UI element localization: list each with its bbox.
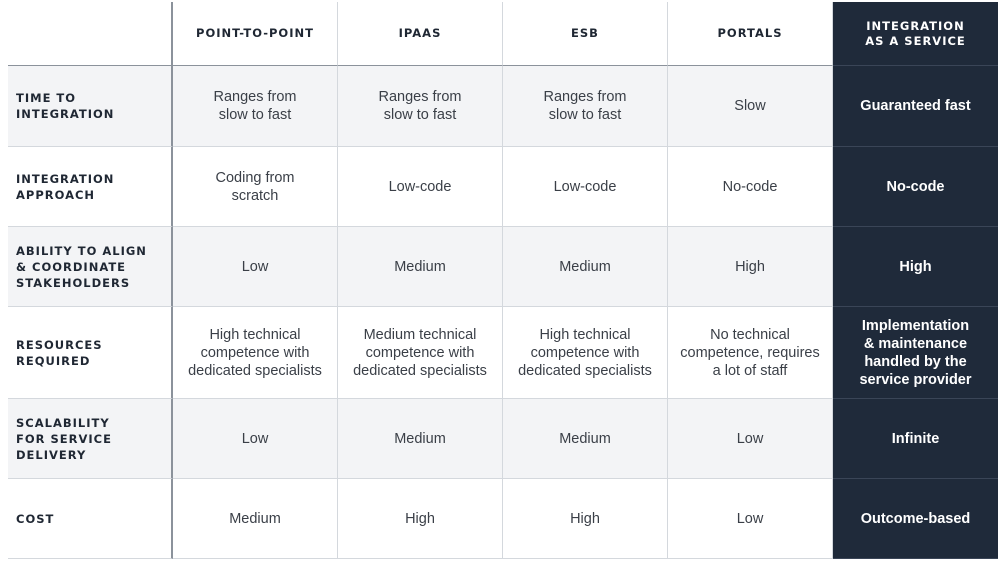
table-cell: Ranges from slow to fast xyxy=(173,66,338,147)
row-label-time-to-integration: TIME TO INTEGRATION xyxy=(8,66,173,147)
table-cell: Medium xyxy=(338,399,503,479)
table-cell: Medium xyxy=(503,227,668,307)
table-cell: Low xyxy=(173,399,338,479)
row-label-integration-approach: INTEGRATION APPROACH xyxy=(8,147,173,227)
row-label-scalability: SCALABILITY FOR SERVICE DELIVERY xyxy=(8,399,173,479)
highlight-cell: Guaranteed fast xyxy=(833,66,998,147)
column-header-portals: PORTALS xyxy=(668,2,833,66)
table-cell: Low-code xyxy=(503,147,668,227)
table-cell: High technical competence with dedicated specialists xyxy=(173,307,338,399)
table-cell: No-code xyxy=(668,147,833,227)
table-cell: High xyxy=(668,227,833,307)
table-cell: High xyxy=(503,479,668,559)
table-cell: Medium xyxy=(503,399,668,479)
highlight-cell: High xyxy=(833,227,998,307)
column-header-point-to-point: POINT-TO-POINT xyxy=(173,2,338,66)
table-cell: Low-code xyxy=(338,147,503,227)
table-cell: Slow xyxy=(668,66,833,147)
table-cell: No technical competence, requires a lot of staff xyxy=(668,307,833,399)
table-cell: Ranges from slow to fast xyxy=(338,66,503,147)
highlight-cell: Implementation & maintenance handled by the service provider xyxy=(833,307,998,399)
table-cell: Coding from scratch xyxy=(173,147,338,227)
table-cell: Medium technical competence with dedicated specialists xyxy=(338,307,503,399)
row-label-ability-to-align: ABILITY TO ALIGN & COORDINATE STAKEHOLDERS xyxy=(8,227,173,307)
column-header-ipaas: IPAAS xyxy=(338,2,503,66)
table-cell: Medium xyxy=(338,227,503,307)
comparison-table xyxy=(8,2,998,559)
column-header-esb: ESB xyxy=(503,2,668,66)
table-cell: Ranges from slow to fast xyxy=(503,66,668,147)
table-cell: Medium xyxy=(173,479,338,559)
table-cell: High xyxy=(338,479,503,559)
header-corner xyxy=(8,2,173,66)
table-cell: Low xyxy=(173,227,338,307)
table-cell: Low xyxy=(668,479,833,559)
row-label-resources-required: RESOURCES REQUIRED xyxy=(8,307,173,399)
highlight-cell: Outcome-based xyxy=(833,479,998,559)
highlight-cell: No-code xyxy=(833,147,998,227)
column-header-integration-as-a-service: INTEGRATION AS A SERVICE xyxy=(833,2,998,66)
highlight-cell: Infinite xyxy=(833,399,998,479)
table-cell: High technical competence with dedicated specialists xyxy=(503,307,668,399)
row-label-cost: COST xyxy=(8,479,173,559)
table-cell: Low xyxy=(668,399,833,479)
